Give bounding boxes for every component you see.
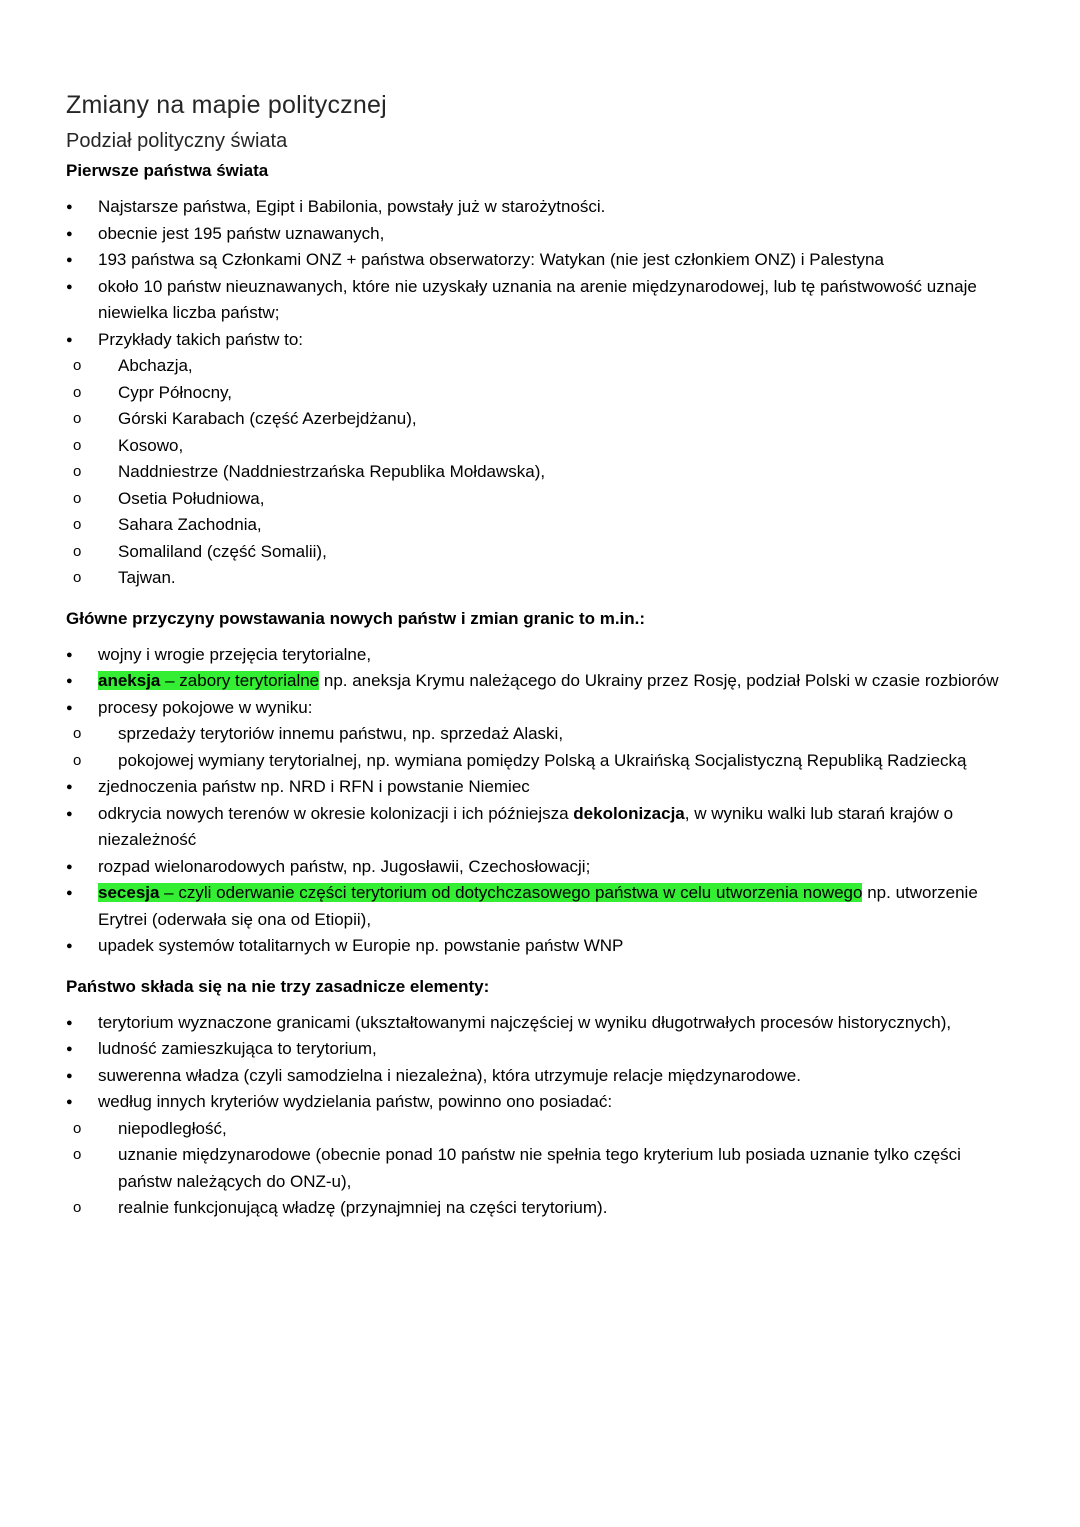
state-elements-list <box>66 1010 1016 1222</box>
list-item: ● Najstarsze państwa, Egipt i Babilonia, powstały już w starożytności. <box>66 194 1016 221</box>
unrecognized-states-list <box>98 353 1016 592</box>
sub-list-item: o Naddniestrze (Naddniestrzańska Republika Mołdawska), <box>92 459 1016 486</box>
sub-list-item: o Tajwan. <box>92 565 1016 592</box>
list-item: ● 193 państwa są Członkami ONZ + państwa obserwatorzy: Watykan (nie jest członkiem ONZ) i Palestyna <box>66 247 1016 274</box>
term-dekolonizacja: dekolonizacja <box>573 803 685 823</box>
list-item: ● terytorium wyznaczone granicami (ukształtowanymi najczęściej w wyniku długotrwałych procesów historycznych), <box>66 1010 1016 1037</box>
list-item: ● ludność zamieszkująca to terytorium, <box>66 1036 1016 1063</box>
list-item <box>66 801 1016 854</box>
list-item-text: np. aneksja Krymu należącego do Ukrainy przez Rosję, podział Polski w czasie rozbiorów <box>319 671 999 690</box>
page-title: Zmiany na mapie politycznej <box>66 91 387 119</box>
first-states-list <box>66 194 1016 592</box>
list-item: ● rozpad wielonarodowych państw, np. Jugosławii, Czechosłowacji; <box>66 854 1016 881</box>
list-item <box>66 1089 1016 1222</box>
sub-list-item: o sprzedaży terytoriów innemu państwu, np. sprzedaż Alaski, <box>92 721 1016 748</box>
highlighted-definition <box>98 883 862 902</box>
list-item-text: np. utworzenie Erytrei (oderwała się ona od Etiopii), <box>98 883 978 929</box>
definition-text: – zabory terytorialne <box>160 671 320 690</box>
sub-list-item: o Somaliland (część Somalii), <box>92 539 1016 566</box>
list-item: ● upadek systemów totalitarnych w Europie np. powstanie państw WNP <box>66 933 1016 960</box>
list-item-text: według innych kryteriów wydzielania państw, powinno ono posiadać: <box>98 1092 613 1111</box>
criteria-list <box>98 1116 1016 1222</box>
list-item <box>66 695 1016 775</box>
sub-list-item: o Górski Karabach (część Azerbejdżanu), <box>92 406 1016 433</box>
list-item-text: , w wyniku walki lub starań krajów o niezależność <box>98 803 954 849</box>
list-item: ● zjednoczenia państw np. NRD i RFN i powstanie Niemiec <box>66 774 1016 801</box>
list-item: ● około 10 państw nieuznawanych, które nie uzyskały uznania na arenie międzynarodowej, lub tę państwowość uznaje niewielka liczba państw; <box>66 274 1016 327</box>
highlighted-definition <box>98 671 319 690</box>
sub-list-item: o Sahara Zachodnia, <box>92 512 1016 539</box>
section-heading-causes: Główne przyczyny powstawania nowych państw i zmian granic to m.in.: <box>66 608 646 628</box>
list-item <box>66 668 1016 695</box>
sub-list-item: o pokojowej wymiany terytorialnej, np. wymiana pomiędzy Polską a Ukraińską Socjalistyczną Republiką Radziecką <box>92 748 1016 775</box>
peaceful-processes-list <box>98 721 1016 774</box>
list-item-text: odkrycia nowych terenów w okresie kolonizacji i ich późniejsza <box>98 803 574 823</box>
sub-list-item: o Abchazja, <box>92 353 1016 380</box>
sub-list-item: o uznanie międzynarodowe (obecnie ponad 10 państw nie spełnia tego kryterium lub posiada uznanie tylko części państw należących do ONZ-u), <box>92 1142 1016 1195</box>
list-item: ● obecnie jest 195 państw uznawanych, <box>66 221 1016 248</box>
sub-list-item: o Osetia Południowa, <box>92 486 1016 513</box>
sub-list-item: o niepodległość, <box>92 1116 1016 1143</box>
list-item-text: Przykłady takich państw to: <box>98 329 304 349</box>
page-subtitle: Podział polityczny świata <box>66 130 288 152</box>
causes-list <box>66 642 1016 960</box>
section-heading-first-states: Pierwsze państwa świata <box>66 161 269 180</box>
section-heading-state-elements: Państwo składa się na nie trzy zasadnicze elementy: <box>66 976 490 996</box>
definition-text: – czyli oderwanie części terytorium od dotychczasowego państwa w celu utworzenia nowego <box>159 883 863 902</box>
list-item: ● suwerenna władza (czyli samodzielna i niezależna), która utrzymuje relacje międzynarodowe. <box>66 1063 1016 1090</box>
list-item <box>66 327 1016 592</box>
term-secesja: secesja <box>98 883 160 902</box>
list-item-text: procesy pokojowe w wyniku: <box>98 697 313 717</box>
sub-list-item: o realnie funkcjonującą władzę (przynajmniej na części terytorium). <box>92 1195 1016 1222</box>
list-item <box>66 880 1016 933</box>
sub-list-item: o Cypr Północny, <box>92 380 1016 407</box>
term-aneksja: aneksja <box>98 671 161 690</box>
sub-list-item: o Kosowo, <box>92 433 1016 460</box>
list-item: ● wojny i wrogie przejęcia terytorialne, <box>66 642 1016 669</box>
